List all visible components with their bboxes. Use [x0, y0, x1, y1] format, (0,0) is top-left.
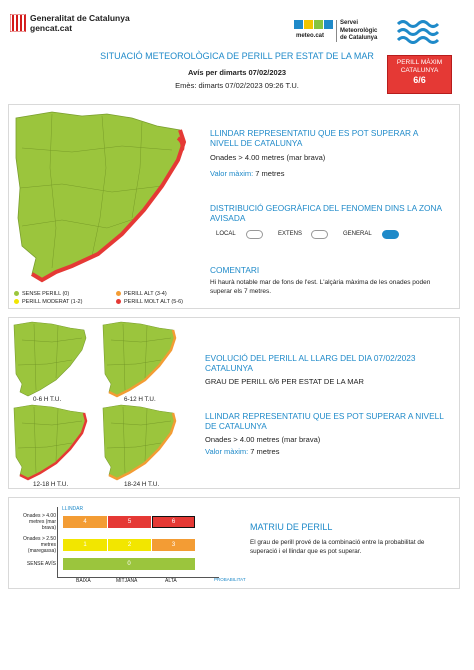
map-6-12 — [101, 320, 181, 405]
legend-swatch-none — [14, 291, 19, 296]
danger-degree: GRAU DE PERILL 6/6 PER ESTAT DE LA MAR — [205, 377, 364, 386]
gencat-logo — [10, 14, 26, 32]
max-danger-badge — [387, 55, 452, 94]
toggle-extens-label: EXTENS — [278, 231, 303, 237]
matrix-col-medium: MITJANA — [116, 578, 138, 584]
map-0-6 — [12, 320, 92, 405]
evolution-max-line — [205, 447, 279, 457]
evolution-threshold-heading: LLINDAR REPRESENTATIU QUE ES POT SUPERAR A NIVELL DE CATALUNYA — [205, 411, 444, 432]
matrix-y-label: LLINDAR — [62, 506, 84, 512]
org-name: Generalitat de Catalunya — [30, 13, 130, 23]
org-url[interactable]: gencat.cat — [30, 23, 73, 33]
evolution-max-label: Valor màxim: — [205, 447, 249, 456]
matrix-title: MATRIU DE PERILL — [250, 522, 333, 532]
matrix-row-label-high: Onades > 4.00 metres (mar brava) — [23, 513, 56, 531]
legend-label-moderate: PERILL MODERAT (1-2) — [22, 299, 83, 305]
comment-heading: COMENTARI — [210, 265, 260, 275]
legend-swatch-moderate — [14, 299, 19, 304]
matrix-description: El grau de perill prové de la combinació entre la probabilitat de superació i el llindar que es pot superar. — [250, 539, 425, 555]
matrix-cell-3: 3 — [152, 539, 195, 551]
matrix-row-label-low: Onades > 2.50 metres (maregassa) — [23, 536, 56, 554]
map-18-24-label: 18-24 H T.U. — [124, 481, 160, 488]
legend-label-high: PERILL ALT (3-4) — [124, 291, 167, 297]
toggle-general[interactable] — [382, 230, 399, 239]
matrix-cell-5: 5 — [108, 516, 151, 528]
threshold-heading: LLINDAR REPRESENTATIU QUE ES POT SUPERAR A NIVELL DE CATALUNYA — [210, 128, 418, 149]
meteo-logo — [294, 20, 334, 34]
matrix-x-label: PROBABILITAT — [214, 577, 246, 582]
toggle-local[interactable] — [246, 230, 263, 239]
catalonia-map — [12, 108, 192, 283]
legend-label-none: SENSE PERILL (0) — [22, 291, 70, 297]
issued-date: Emès: dimarts 07/02/2023 09:26 T.U. — [175, 81, 299, 90]
matrix-row-label-none: SENSE AVÍS — [26, 561, 56, 567]
notice-date: Avís per dimarts 07/02/2023 — [187, 68, 287, 77]
map-6-12-label: 6-12 H T.U. — [124, 396, 156, 403]
matrix-col-high: ALTA — [165, 578, 177, 584]
legend-label-very-high: PERILL MOLT ALT (5-6) — [124, 299, 183, 305]
matrix-cell-0: 0 — [63, 558, 195, 570]
logo-divider — [336, 20, 337, 42]
max-value-label: Valor màxim: — [210, 169, 254, 178]
badge-line1: PERILL MÀXIM — [396, 59, 443, 66]
map-12-18 — [12, 403, 92, 488]
map-12-18-label: 12-18 H T.U. — [33, 481, 69, 488]
matrix-y-axis — [57, 507, 58, 578]
matrix-cell-6: 6 — [152, 516, 195, 528]
matrix-cell-2: 2 — [108, 539, 151, 551]
legend-swatch-very-high — [116, 299, 121, 304]
max-value: 7 metres — [255, 169, 285, 178]
max-value-line — [210, 169, 284, 179]
service-name: Servei Meteorològic de Catalunya — [340, 20, 378, 41]
evolution-threshold-value: Onades > 4.00 metres (mar brava) — [205, 435, 321, 444]
matrix-cell-1: 1 — [63, 539, 107, 551]
comment-text: Hi haurà notable mar de fons de l'est. L'alçària màxima de les onades poden superar els 7 metres. — [210, 279, 431, 295]
evolution-heading: EVOLUCIÓ DEL PERILL AL LLARG DEL DIA 07/02/2023 CATALUNYA — [205, 353, 416, 374]
distribution-heading: DISTRIBUCIÓ GEOGRÀFICA DEL FENOMEN DINS LA ZONA AVISADA — [210, 203, 442, 224]
meteo-logo-text: meteo.cat — [296, 33, 325, 39]
waves-icon — [396, 18, 440, 44]
toggle-general-label: GENERAL — [343, 231, 372, 237]
danger-legend — [14, 291, 194, 307]
toggle-local-label: LOCAL — [216, 231, 236, 237]
map-0-6-label: 0-6 H T.U. — [33, 396, 62, 403]
toggle-extens[interactable] — [311, 230, 328, 239]
matrix-col-low: BAIXA — [76, 578, 91, 584]
map-18-24 — [101, 403, 181, 488]
threshold-value: Onades > 4.00 metres (mar brava) — [210, 153, 326, 162]
matrix-cell-4: 4 — [63, 516, 107, 528]
page-title: SITUACIÓ METEOROLÒGICA DE PERILL PER ESTAT DE LA MAR — [100, 51, 374, 61]
evolution-max-value: 7 metres — [250, 447, 280, 456]
badge-line2: CATALUNYA — [400, 67, 439, 75]
legend-swatch-high — [116, 291, 121, 296]
badge-value: 6/6 — [413, 75, 426, 86]
